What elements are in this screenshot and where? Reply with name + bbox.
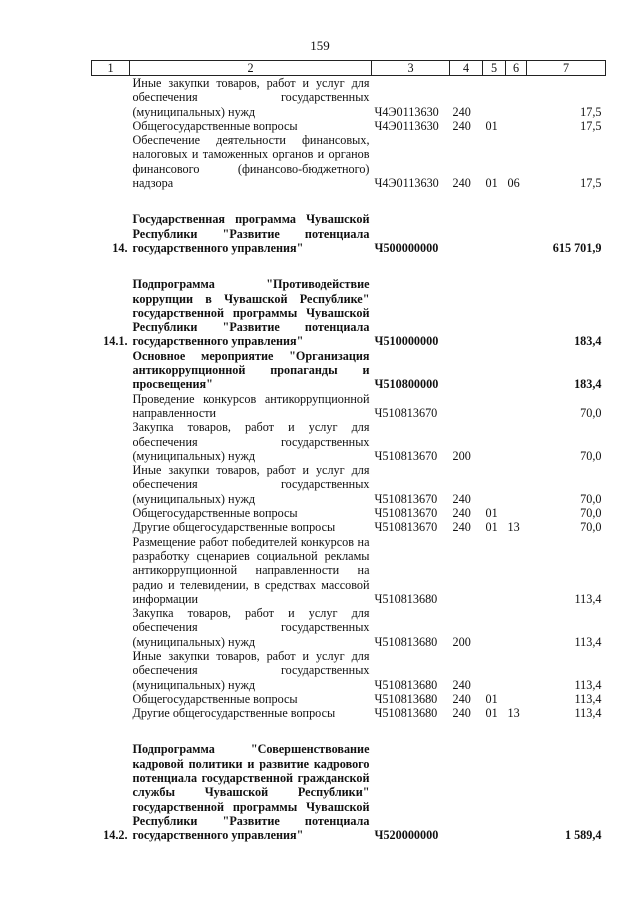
row-subsection: 06 — [507, 176, 520, 191]
row-expense-type — [450, 535, 483, 606]
table-row — [92, 277, 606, 348]
table-row — [92, 742, 606, 842]
row-number — [92, 506, 130, 520]
row-target-code: Ч510813680 — [374, 634, 438, 649]
row-expense-type: 240 — [452, 506, 471, 521]
row-amount: 113,4 — [574, 634, 602, 649]
row-target-code: Ч510813680 — [374, 677, 438, 692]
row-amount: 70,0 — [580, 520, 602, 535]
spacer-row — [92, 255, 606, 277]
row-subsection — [506, 349, 527, 392]
page-number: 159 — [310, 38, 330, 53]
row-number: 14.1. — [103, 334, 128, 349]
table-row — [92, 692, 606, 706]
row-target-code: Ч4Э0113630 — [374, 176, 439, 191]
row-section — [483, 463, 506, 506]
row-number — [92, 706, 130, 720]
row-subsection — [506, 392, 527, 421]
table-row — [92, 349, 606, 392]
row-section — [483, 606, 506, 649]
row-name: Подпрограмма "Совершенствование кадровой политики и развитие кадрового потенциала государственной гражданской службы Чувашской Республики" государственной программы Чувашской Республики "Развитие потенциала государственного управления" — [132, 742, 370, 843]
row-target-code: Ч510813670 — [374, 506, 438, 521]
row-subsection — [506, 463, 527, 506]
row-number — [92, 649, 130, 692]
row-amount: 70,0 — [580, 491, 602, 506]
row-amount: 113,4 — [574, 691, 602, 706]
table-row — [92, 520, 606, 534]
table-row — [92, 606, 606, 649]
row-section: 01 — [485, 176, 498, 191]
table-row — [92, 133, 606, 190]
row-section — [483, 349, 506, 392]
row-target-code: Ч510813670 — [374, 448, 438, 463]
table-row — [92, 535, 606, 606]
row-expense-type: 200 — [452, 448, 471, 463]
row-expense-type: 240 — [452, 176, 471, 191]
row-expense-type: 240 — [452, 118, 471, 133]
header-cell: 7 — [527, 61, 606, 76]
row-name: Закупка товаров, работ и услуг для обеспечения государственных (муниципальных) нужд — [132, 606, 370, 649]
row-name: Государственная программа Чувашской Республики "Развитие потенциала государственного управления" — [132, 212, 370, 255]
header-cell: 5 — [483, 61, 506, 76]
row-subsection — [506, 742, 527, 842]
spacer-row — [92, 720, 606, 742]
row-subsection — [506, 535, 527, 606]
row-number — [92, 606, 130, 649]
row-number: 14. — [112, 240, 128, 255]
row-target-code: Ч510813670 — [374, 520, 438, 535]
row-number: 14.2. — [103, 828, 128, 843]
table-row — [92, 463, 606, 506]
row-target-code: Ч520000000 — [374, 828, 439, 843]
row-expense-type: 240 — [452, 691, 471, 706]
row-amount: 113,4 — [574, 591, 602, 606]
row-subsection — [506, 606, 527, 649]
row-subsection: 13 — [507, 520, 520, 535]
header-cell: 1 — [92, 61, 130, 76]
row-name: Иные закупки товаров, работ и услуг для обеспечения государственных (муниципальных) нужд — [132, 76, 370, 119]
row-section: 01 — [485, 506, 498, 521]
row-target-code: Ч4Э0113630 — [374, 118, 439, 133]
row-expense-type: 240 — [452, 677, 471, 692]
row-name: Иные закупки товаров, работ и услуг для обеспечения государственных (муниципальных) нужд — [132, 463, 370, 506]
row-name: Проведение конкурсов антикоррупционной направленности — [132, 391, 370, 420]
row-section — [483, 535, 506, 606]
row-target-code: Ч510813680 — [374, 691, 438, 706]
row-section — [483, 420, 506, 463]
row-target-code: Ч500000000 — [374, 240, 439, 255]
table-row — [92, 506, 606, 520]
table-row — [92, 392, 606, 421]
row-expense-type — [450, 742, 483, 842]
header-row — [92, 61, 606, 76]
row-name: Закупка товаров, работ и услуг для обеспечения государственных (муниципальных) нужд — [132, 420, 370, 463]
row-subsection: 13 — [507, 706, 520, 721]
header-cell: 3 — [372, 61, 450, 76]
table-row — [92, 420, 606, 463]
row-amount: 17,5 — [580, 118, 602, 133]
row-section: 01 — [485, 706, 498, 721]
row-subsection — [506, 119, 527, 133]
row-amount: 1 589,4 — [564, 828, 602, 843]
row-number — [92, 133, 130, 190]
row-name: Общегосударственные вопросы — [132, 691, 298, 706]
row-amount: 615 701,9 — [552, 240, 602, 255]
row-section — [483, 742, 506, 842]
row-expense-type — [450, 349, 483, 392]
row-name: Основное мероприятие "Организация антикоррупционной пропаганды и просвещения" — [132, 348, 370, 392]
row-section — [483, 649, 506, 692]
row-section — [483, 392, 506, 421]
row-amount: 183,4 — [574, 334, 602, 349]
row-expense-type: 240 — [452, 520, 471, 535]
row-section: 01 — [485, 118, 498, 133]
row-number — [92, 119, 130, 133]
header-cell: 4 — [450, 61, 483, 76]
row-amount: 70,0 — [580, 448, 602, 463]
row-expense-type: 240 — [452, 706, 471, 721]
row-expense-type: 240 — [452, 104, 471, 119]
row-expense-type: 200 — [452, 634, 471, 649]
row-subsection — [506, 692, 527, 706]
table-row — [92, 119, 606, 133]
row-number — [92, 692, 130, 706]
row-amount: 113,4 — [574, 706, 602, 721]
row-name: Другие общегосударственные вопросы — [132, 520, 336, 535]
row-number — [92, 520, 130, 534]
row-target-code: Ч4Э0113630 — [374, 104, 439, 119]
row-amount: 17,5 — [580, 176, 602, 191]
row-amount: 17,5 — [580, 104, 602, 119]
row-section — [483, 277, 506, 348]
row-target-code: Ч510813670 — [374, 405, 438, 420]
table-row — [92, 706, 606, 720]
row-subsection — [506, 420, 527, 463]
row-name: Размещение работ победителей конкурсов на разработку сценариев социальной рекламы антикоррупционной направленности на радио и телевидении, в средствах массовой информации — [132, 534, 370, 606]
row-name: Общегосударственные вопросы — [132, 118, 298, 133]
row-expense-type — [450, 392, 483, 421]
row-section: 01 — [485, 691, 498, 706]
row-number — [92, 76, 130, 119]
table-row — [92, 212, 606, 255]
row-subsection — [506, 212, 527, 255]
table-row — [92, 76, 606, 119]
row-subsection — [506, 76, 527, 119]
row-number — [92, 420, 130, 463]
row-target-code: Ч510800000 — [374, 377, 439, 392]
row-subsection — [506, 277, 527, 348]
row-number — [92, 463, 130, 506]
row-section: 01 — [485, 520, 498, 535]
row-expense-type: 240 — [452, 491, 471, 506]
row-name: Обеспечение деятельности финансовых, налоговых и таможенных органов и органов финансового (финансово-бюджетного) надзора — [132, 133, 370, 191]
spacer-row — [92, 190, 606, 212]
row-expense-type — [450, 212, 483, 255]
row-subsection — [506, 649, 527, 692]
table-row — [92, 649, 606, 692]
row-amount: 70,0 — [580, 405, 602, 420]
row-section — [483, 212, 506, 255]
row-number — [92, 349, 130, 392]
row-number — [92, 535, 130, 606]
row-target-code: Ч510000000 — [374, 334, 439, 349]
row-amount: 113,4 — [574, 677, 602, 692]
row-amount: 183,4 — [574, 377, 602, 392]
row-name: Подпрограмма "Противодействие коррупции в Чувашской Республике" государственной программы Чувашской Республики "Развитие потенциала государственного управления" — [132, 277, 370, 349]
row-target-code: Ч510813670 — [374, 491, 438, 506]
row-amount: 70,0 — [580, 506, 602, 521]
header-cell: 2 — [130, 61, 372, 76]
row-name: Другие общегосударственные вопросы — [132, 706, 336, 721]
row-subsection — [506, 506, 527, 520]
budget-table — [91, 60, 606, 843]
row-number — [92, 392, 130, 421]
row-target-code: Ч510813680 — [374, 706, 438, 721]
row-name: Общегосударственные вопросы — [132, 506, 298, 521]
row-expense-type — [450, 277, 483, 348]
row-name: Иные закупки товаров, работ и услуг для обеспечения государственных (муниципальных) нужд — [132, 648, 370, 692]
row-target-code: Ч510813680 — [374, 591, 438, 606]
row-section — [483, 76, 506, 119]
header-cell: 6 — [506, 61, 527, 76]
